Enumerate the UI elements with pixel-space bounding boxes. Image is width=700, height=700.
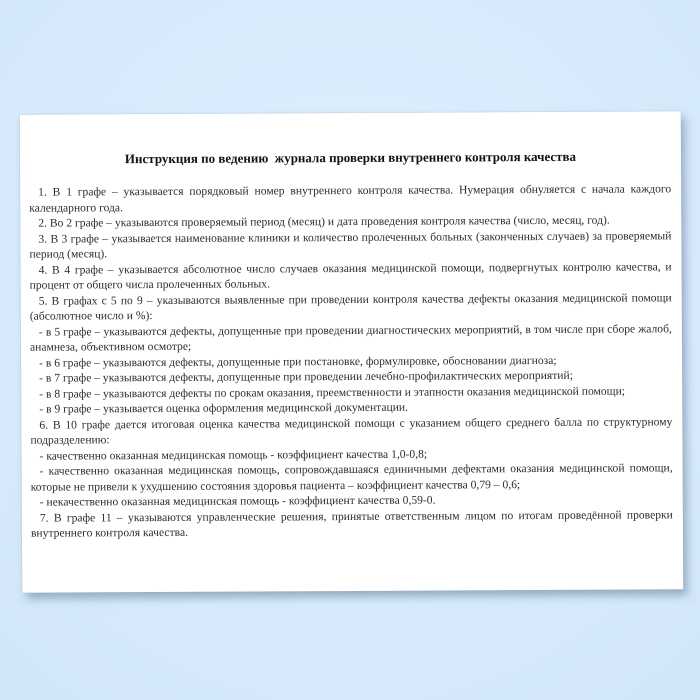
document-page <box>20 111 683 592</box>
instruction-paragraph: - в 6 графе – указываются дефекты, допущенные при постановке, формулировке, обосновании диагноза; <box>39 353 557 370</box>
instruction-paragraph: - в 9 графе – указывается оценка оформления медицинской документации. <box>39 400 409 416</box>
document-title: Инструкция по ведению журнала проверки внутреннего контроля качества <box>124 148 577 167</box>
instruction-paragraph: - качественно оказанная медицинская помощь, сопровождавшаяся единичными дефектами оказания медицинской помощи, которые не привели к ухудшению состояния здоровья пациента – коэффициент качества 0,79 – 0,6; <box>30 461 673 494</box>
instruction-paragraph: 5. В графах с 5 по 9 – указываются выявленные при проведении контроля качества дефекты оказания медицинской помощи (абсолютное число и %): <box>29 290 672 323</box>
instruction-paragraph: 2. Во 2 графе – указываются проверяемый период (месяц) и дата проведения контроля качества (число, месяц, год). <box>38 213 610 230</box>
instruction-paragraph: - некачественно оказанная медицинская помощь - коэффициент качества 0,59-0. <box>39 493 436 509</box>
instruction-paragraph: 7. В графе 11 – указываются управленческие решения, принятые ответственным лицом по итогам проведённой проверки внутреннего контроля качества. <box>30 507 673 540</box>
instruction-paragraph: - в 8 графе – указываются дефекты по срокам оказания, преемственности и этапности оказания медицинской помощи; <box>39 384 626 401</box>
instruction-paragraph: 1. В 1 графе – указывается порядковый номер внутреннего контроля качества. Нумерация обнуляется с начала каждого календарного года. <box>29 182 672 215</box>
instruction-paragraph: - качественно оказанная медицинская помощь - коэффициент качества 1,0-0,8; <box>39 447 428 463</box>
instruction-paragraph: 4. В 4 графе – указывается абсолютное число случаев оказания медицинской помощи, подвергнутых контролю качества, и процент от общего числа пролеченных больных. <box>29 259 672 292</box>
instruction-paragraph: 6. В 10 графе дается итоговая оценка качества медицинской помощи с указанием общего среднего балла по структурному подразделению: <box>30 414 673 447</box>
instruction-list <box>29 181 673 541</box>
instruction-paragraph: - в 7 графе – указываются дефекты, допущенные при проведении лечебно-профилактических мероприятий; <box>39 368 573 385</box>
instruction-paragraph: - в 5 графе – указываются дефекты, допущенные при проведении диагностических мероприятий, в том числе при сборе жалоб, анамнеза, объективном осмотре; <box>29 321 672 354</box>
instruction-paragraph: 3. В 3 графе – указывается наименование клиники и количество пролеченных больных (законченных случаев) за проверяемый период (месяц). <box>29 228 672 261</box>
